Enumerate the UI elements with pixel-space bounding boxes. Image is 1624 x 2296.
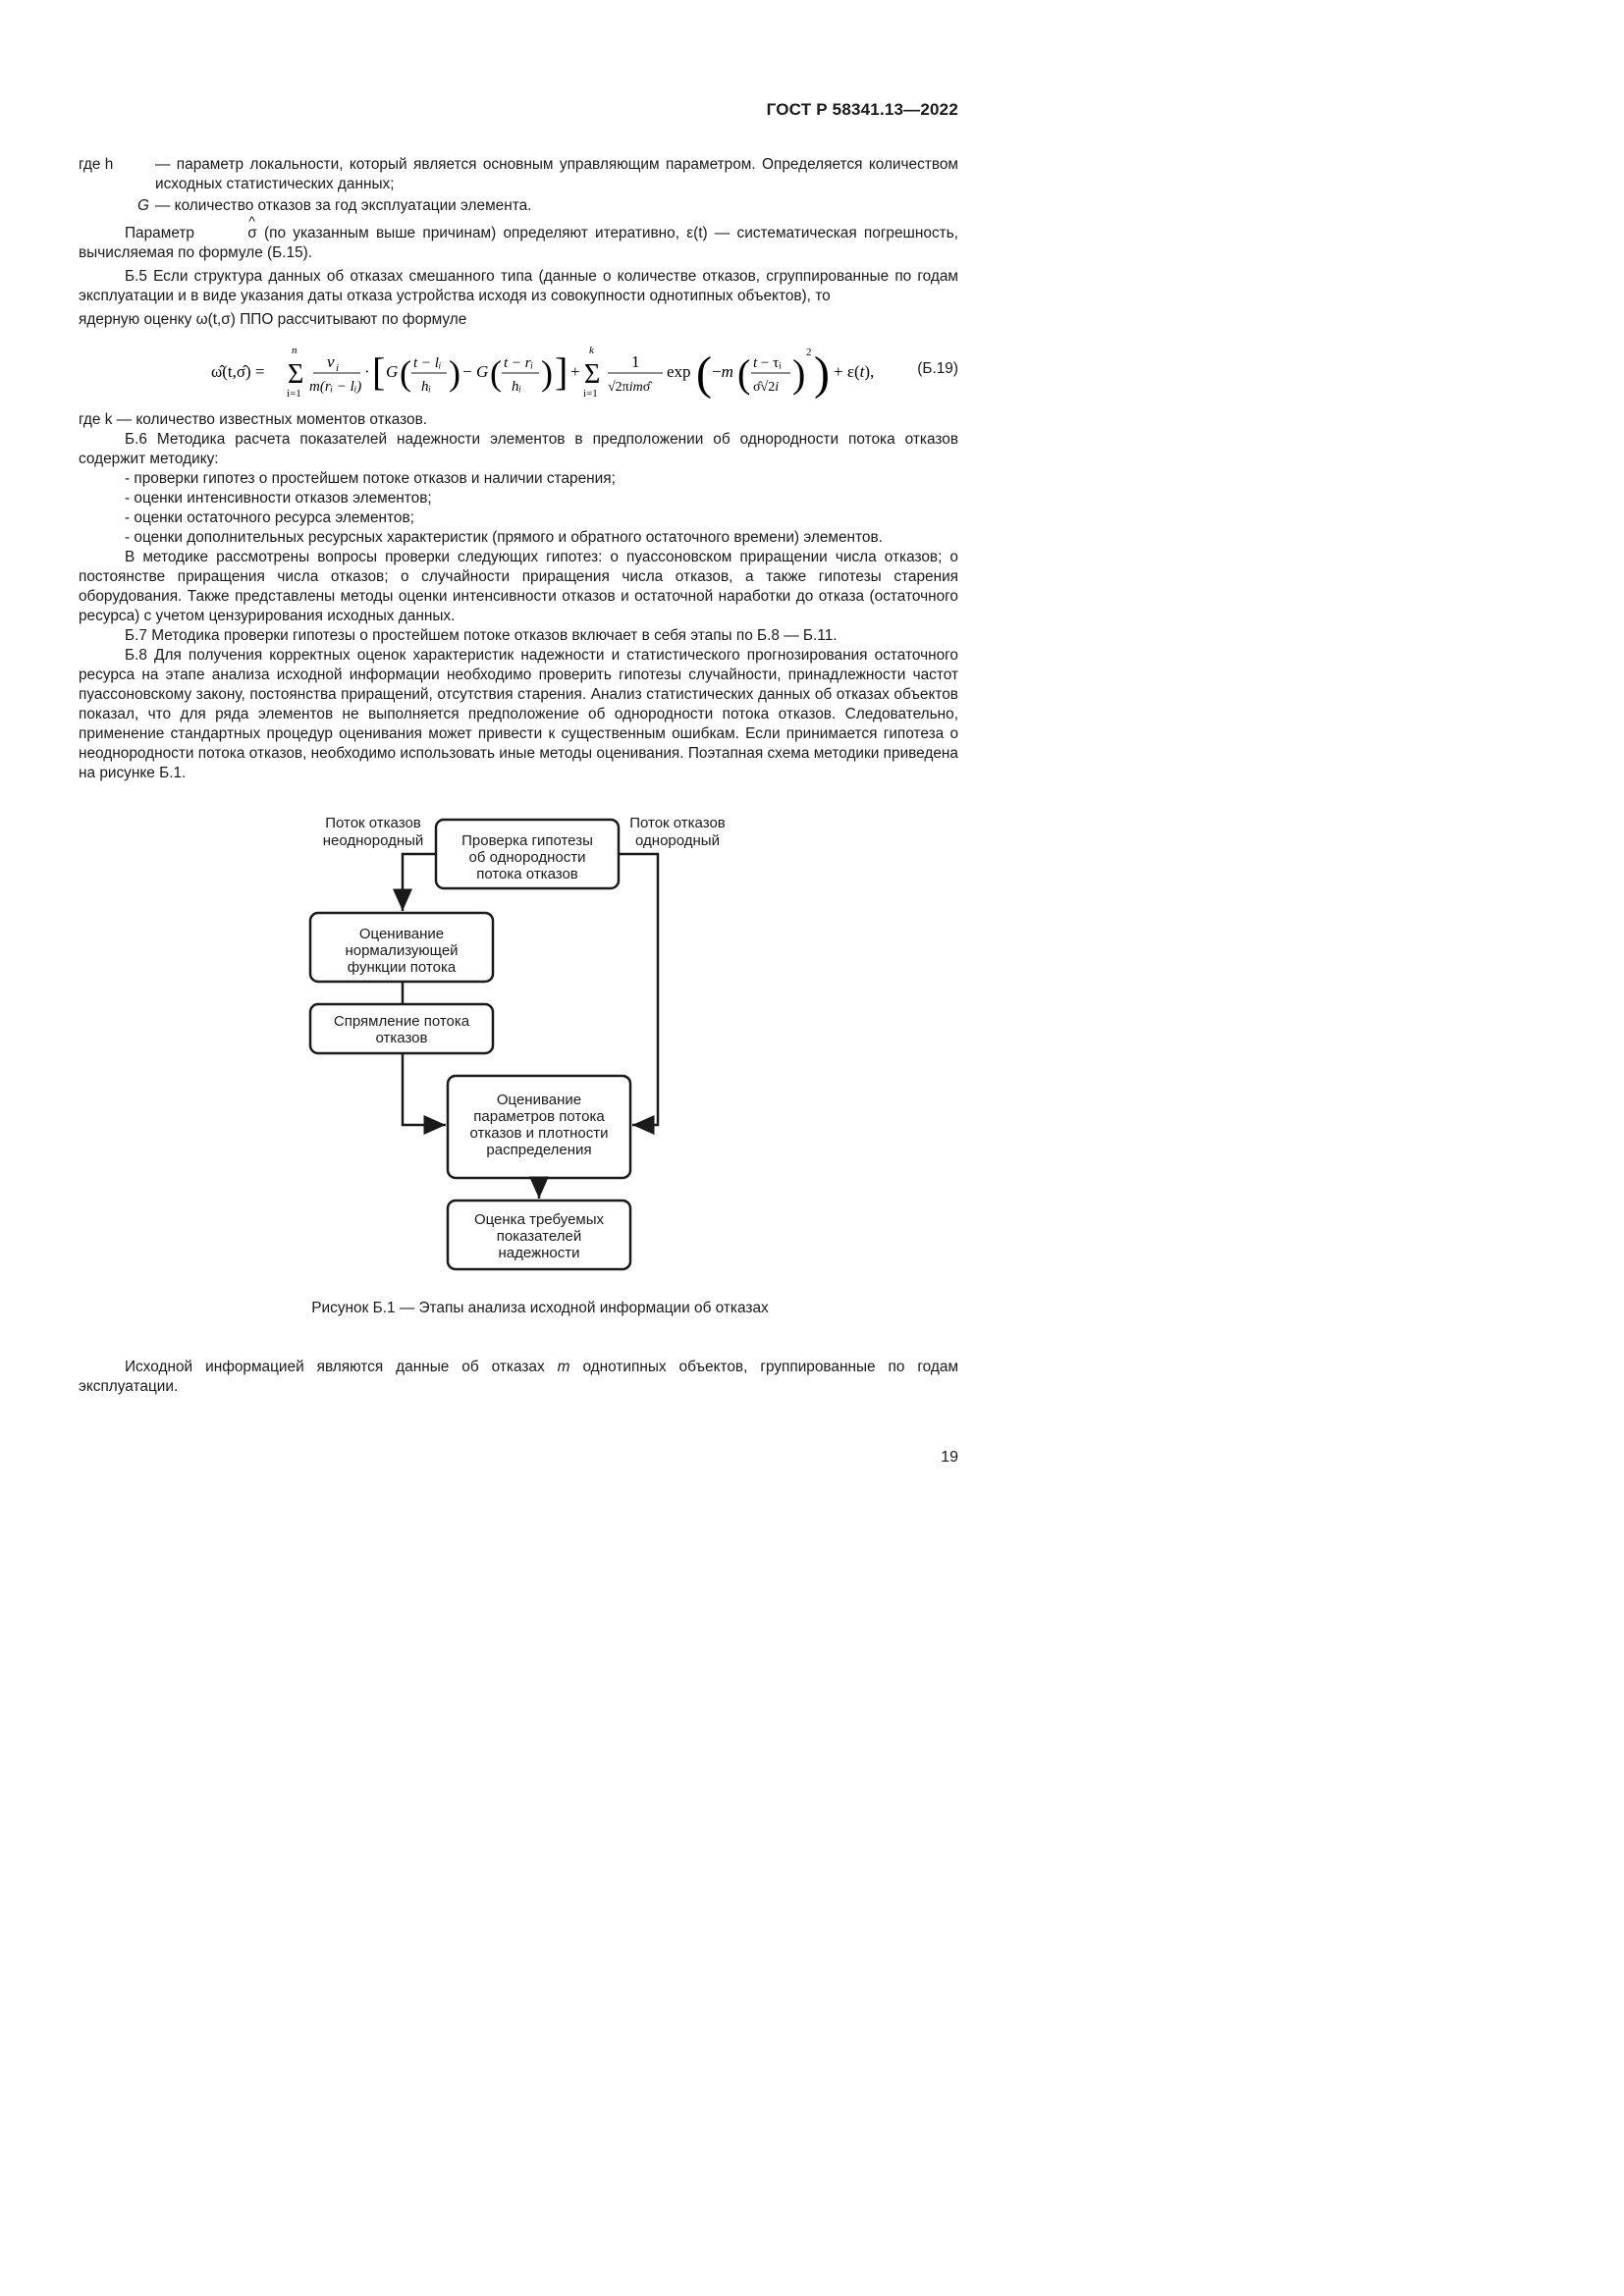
arrow-to-parameters-right [619, 854, 658, 1125]
paragraph-sigma: Параметр ^ σ (по указанным выше причинам) определяют итеративно, ε(t) — систематическая погрешность, вычисляемая по формуле (Б.15). [79, 224, 958, 263]
box-result-line: надежности [498, 1245, 580, 1261]
label-nonhomogeneous-2: неоднородный [322, 832, 424, 849]
svg-text:(: ( [696, 347, 712, 400]
svg-text:t − τᵢ: t − τᵢ [753, 355, 782, 371]
svg-text:hᵢ: hᵢ [421, 379, 431, 395]
box-params-line: отказов и плотности [469, 1125, 609, 1142]
svg-text:σ̂√2i: σ̂√2i [753, 380, 780, 395]
definition-text: количество отказов за год эксплуатации элемента. [174, 197, 532, 214]
svg-text:+: + [570, 362, 580, 381]
box-norm-line: нормализующей [345, 942, 459, 959]
svg-text:+ ε(t),: + ε(t), [834, 362, 875, 381]
svg-text:Σ: Σ [584, 359, 601, 390]
svg-text:i: i [336, 362, 340, 374]
sigma-hat-symbol: ^ σ [201, 224, 257, 243]
box-params-line: Оценивание [496, 1092, 582, 1108]
paragraph-b6: Б.6 Методика расчета показателей надежности элементов в предположении об однородности потока отказов содержит методику: [79, 431, 958, 467]
definition-text: параметр локальности, который является основным управляющим параметром. Определяется количеством исходных статистических данных; [155, 156, 958, 192]
svg-text:(: ( [400, 353, 411, 393]
definition-term: где h [79, 156, 114, 173]
box-norm-line: функции потока [347, 959, 457, 976]
box-check-line: потока отказов [476, 866, 578, 882]
svg-text:hᵢ: hᵢ [512, 379, 521, 395]
svg-text:exp: exp [667, 362, 691, 381]
paragraph-b5-tail: ядерную оценку ω(t,σ) ППО рассчитывают по формуле [79, 311, 467, 328]
svg-text:−: − [462, 362, 472, 381]
standard-header: ГОСТ Р 58341.13—2022 [766, 100, 958, 119]
svg-text:): ) [541, 353, 553, 393]
paragraph-b5: Б.5 Если структура данных об отказах смешанного типа (данные о количестве отказов, сгруппированные по годам эксплуатации и в виде указания даты отказа устройства исходя из совокупности однотипных объектов), то [79, 268, 958, 304]
svg-text:−m: −m [712, 362, 733, 381]
arrow-to-parameters-left [403, 1053, 446, 1125]
list-item: - оценки интенсивности отказов элементов; [125, 490, 432, 507]
svg-text:t − lᵢ: t − lᵢ [413, 355, 442, 371]
formula-graphic [211, 334, 918, 408]
label-nonhomogeneous-1: Поток отказов [325, 815, 421, 831]
box-straight-line: отказов [375, 1030, 428, 1046]
svg-text:i=1: i=1 [583, 388, 598, 400]
svg-text:·: · [364, 362, 370, 381]
svg-text:ν: ν [327, 352, 335, 371]
svg-text:t − rᵢ: t − rᵢ [504, 355, 533, 371]
list-item: - проверки гипотез о простейшем потоке отказов и наличии старения; [125, 470, 616, 487]
body-text [79, 155, 958, 783]
box-check-line: об однородности [468, 849, 586, 866]
box-straight-line: Спрямление потока [333, 1013, 470, 1030]
svg-text:): ) [814, 347, 830, 400]
label-homogeneous-2: однородный [635, 832, 720, 849]
page-number: 19 [941, 1449, 958, 1466]
label-homogeneous-1: Поток отказов [629, 815, 726, 831]
svg-text:): ) [792, 351, 806, 396]
figure-caption: Рисунок Б.1 — Этапы анализа исходной информации об отказах [311, 1300, 769, 1316]
svg-text:1: 1 [631, 352, 640, 371]
svg-text:2: 2 [806, 347, 812, 358]
svg-text:k: k [589, 345, 594, 356]
box-params-line: распределения [486, 1142, 592, 1158]
box-result-line: Оценка требуемых [473, 1211, 605, 1228]
box-norm-line: Оценивание [358, 926, 445, 942]
formula-number: (Б.19) [917, 360, 958, 377]
box-result-line: показателей [496, 1228, 582, 1245]
svg-text:Σ: Σ [288, 359, 304, 390]
svg-text:G: G [386, 362, 399, 381]
svg-text:): ) [449, 353, 460, 393]
svg-text:√2πimσ̂: √2πimσ̂ [608, 380, 651, 395]
svg-text:m(rᵢ − lᵢ): m(rᵢ − lᵢ) [309, 379, 362, 395]
box-params-line: параметров потока [473, 1108, 605, 1125]
svg-text:i=1: i=1 [287, 388, 301, 400]
svg-text:n: n [292, 345, 298, 356]
definition-g: G — количество отказов за год эксплуатации элемента. [79, 196, 958, 216]
paragraph-b8: Б.8 Для получения корректных оценок характеристик надежности и статистического прогнозирования остаточного ресурса на этапе анализа исходной информации необходимо проверить гипотезы случайности, принадлежности частот пуассоновскому закону, постоянства приращений, отсутствия старения. Анализ статистических данных об отказах объектов показал, что для ряда элементов не выполняется предположение об однородности потока отказов. Следовательно, применение стандартных процедур оценивания может привести к существенным ошибкам. Если принимается гипотеза о неоднородности потока отказов, необходимо использовать иные методы оценивания. Поэтапная схема методики приведена на рисунке Б.1. [79, 647, 958, 781]
paragraph-k: где k — количество известных моментов отказов. [79, 411, 428, 428]
flowchart [295, 810, 766, 1281]
definition-h: где h — параметр локальности, который является основным управляющим параметром. Определяется количеством исходных статистических данных; [79, 156, 958, 192]
svg-text:(: ( [490, 353, 502, 393]
paragraph-b7: Б.7 Методика проверки гипотезы о простейшем потоке отказов включает в себя этапы по Б.8 — Б.11. [125, 627, 838, 644]
svg-text:]: ] [555, 349, 568, 394]
svg-text:[: [ [372, 349, 386, 394]
list-item: - оценки дополнительных ресурсных характеристик (прямого и обратного остаточного времени) элементов. [125, 529, 883, 546]
definition-term: G [137, 197, 149, 214]
svg-text:(: ( [737, 351, 751, 396]
svg-text:ω̂(t,σ̂) =: ω̂(t,σ̂) = [211, 362, 265, 381]
svg-text:G: G [476, 362, 489, 381]
document-page [0, 0, 1080, 1526]
paragraph-source-info: Исходной информацией являются данные об отказах m однотипных объектов, группированные по годам эксплуатации. [79, 1359, 959, 1396]
kernel-estimate-symbol: ω(t,σ) [195, 311, 236, 328]
list-item: - оценки остаточного ресурса элементов; [125, 509, 414, 526]
arrow-to-normalizing [403, 854, 436, 911]
box-check-line: Проверка гипотезы [461, 832, 593, 849]
formula-b19 [79, 334, 958, 408]
paragraph-method: В методике рассмотрены вопросы проверки следующих гипотез: о пуассоновском приращении числа отказов; о постоянстве приращения числа отказов; о случайности приращения числа отказов, а также гипотезы старения оборудования. Также представлены методы оценки интенсивности отказов и остаточной наработки до отказа (остаточного ресурса) с учетом цензурирования исходных данных. [79, 549, 958, 624]
